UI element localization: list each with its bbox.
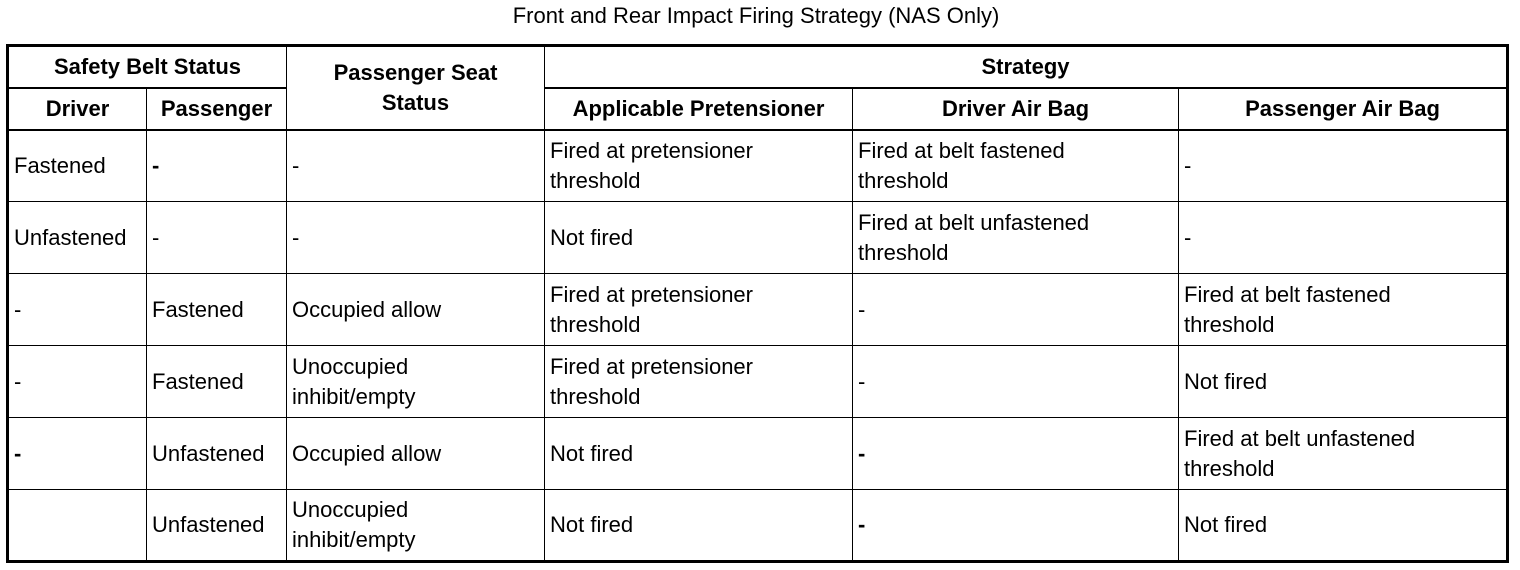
cell-line: - — [292, 152, 300, 178]
cell-passenger: Unfastened — [147, 418, 287, 490]
cell-line: - — [858, 440, 866, 466]
cell-line: - — [858, 296, 866, 322]
cell-line: - — [858, 368, 866, 394]
cell-passenger: - — [147, 130, 287, 202]
cell-passenger-air-bag — [1179, 346, 1508, 418]
cell-seat-status — [287, 202, 545, 274]
cell-seat-status — [287, 490, 545, 562]
cell-driver-air-bag — [853, 202, 1179, 274]
cell-seat-status — [287, 130, 545, 202]
firing-strategy-table — [6, 44, 1509, 563]
cell-line: - — [292, 224, 300, 250]
header-passenger-air-bag: Passenger Air Bag — [1179, 88, 1508, 130]
cell-line: Not fired — [1184, 512, 1268, 537]
header-strategy: Strategy — [545, 46, 1508, 88]
table-row — [8, 490, 1508, 562]
cell-line: threshold — [550, 167, 641, 193]
cell-passenger-air-bag — [1179, 274, 1508, 346]
cell-line: inhibit/empty — [292, 527, 416, 552]
cell-seat-status — [287, 274, 545, 346]
cell-pretensioner — [545, 418, 853, 490]
cell-line: Fired at pretensioner — [550, 137, 753, 163]
cell-pretensioner — [545, 490, 853, 562]
cell-pretensioner — [545, 346, 853, 418]
cell-line: - — [858, 512, 866, 537]
cell-line: inhibit/empty — [292, 383, 416, 409]
table-title: Front and Rear Impact Firing Strategy (NAS Only) — [512, 3, 1000, 28]
cell-line: Fired at pretensioner — [550, 281, 753, 307]
cell-line: Not fired — [550, 512, 634, 537]
cell-driver-air-bag — [853, 130, 1179, 202]
cell-driver-air-bag — [853, 418, 1179, 490]
cell-line: Not fired — [550, 440, 634, 466]
cell-line: Fired at belt unfastened — [858, 209, 1090, 235]
header-row-2 — [8, 88, 1508, 130]
cell-driver: Unfastened — [8, 202, 147, 274]
cell-line: Fired at belt unfastened — [1184, 425, 1416, 451]
header-passenger-seat-status-line1: Passenger Seat — [333, 59, 498, 85]
header-driver: Driver — [8, 88, 147, 130]
header-passenger-seat-status-line2: Status — [381, 89, 450, 115]
table-row — [8, 346, 1508, 418]
cell-driver: - — [8, 346, 147, 418]
cell-line: Fired at pretensioner — [550, 353, 753, 379]
cell-passenger-air-bag — [1179, 202, 1508, 274]
cell-driver: Fastened — [8, 130, 147, 202]
table-row — [8, 418, 1508, 490]
cell-line: threshold — [1184, 311, 1275, 337]
cell-passenger-air-bag — [1179, 130, 1508, 202]
header-row-1 — [8, 46, 1508, 88]
cell-driver-air-bag — [853, 274, 1179, 346]
table-row — [8, 274, 1508, 346]
cell-passenger: Unfastened — [147, 490, 287, 562]
cell-line: threshold — [550, 311, 641, 337]
cell-driver-air-bag — [853, 346, 1179, 418]
cell-passenger: Fastened — [147, 346, 287, 418]
cell-line: Not fired — [550, 224, 634, 250]
cell-line: Fired at belt fastened — [858, 137, 1065, 163]
header-passenger-seat-status — [287, 46, 545, 130]
cell-pretensioner — [545, 130, 853, 202]
cell-line: threshold — [858, 167, 949, 193]
cell-line: Unoccupied — [292, 353, 409, 379]
header-passenger: Passenger — [147, 88, 287, 130]
cell-passenger-air-bag — [1179, 418, 1508, 490]
cell-line: threshold — [858, 239, 949, 265]
cell-passenger: - — [147, 202, 287, 274]
cell-line: Occupied allow — [292, 296, 442, 322]
cell-line: - — [1184, 152, 1192, 178]
table-row — [8, 130, 1508, 202]
header-safety-belt-status: Safety Belt Status — [8, 46, 287, 88]
cell-passenger-air-bag — [1179, 490, 1508, 562]
table-row — [8, 202, 1508, 274]
cell-seat-status — [287, 418, 545, 490]
cell-line: threshold — [1184, 455, 1275, 481]
header-applicable-pretensioner: Applicable Pretensioner — [545, 88, 853, 130]
cell-line: Not fired — [1184, 368, 1268, 394]
cell-line: threshold — [550, 383, 641, 409]
cell-pretensioner — [545, 274, 853, 346]
header-driver-air-bag: Driver Air Bag — [853, 88, 1179, 130]
cell-driver-air-bag — [853, 490, 1179, 562]
cell-line: Unoccupied — [292, 497, 409, 522]
cell-line: Occupied allow — [292, 440, 442, 466]
cell-passenger: Fastened — [147, 274, 287, 346]
cell-pretensioner — [545, 202, 853, 274]
cell-driver: - — [8, 418, 147, 490]
cell-line: Fired at belt fastened — [1184, 281, 1391, 307]
cell-line: - — [1184, 224, 1192, 250]
cell-driver — [8, 490, 147, 562]
cell-driver: - — [8, 274, 147, 346]
cell-seat-status — [287, 346, 545, 418]
